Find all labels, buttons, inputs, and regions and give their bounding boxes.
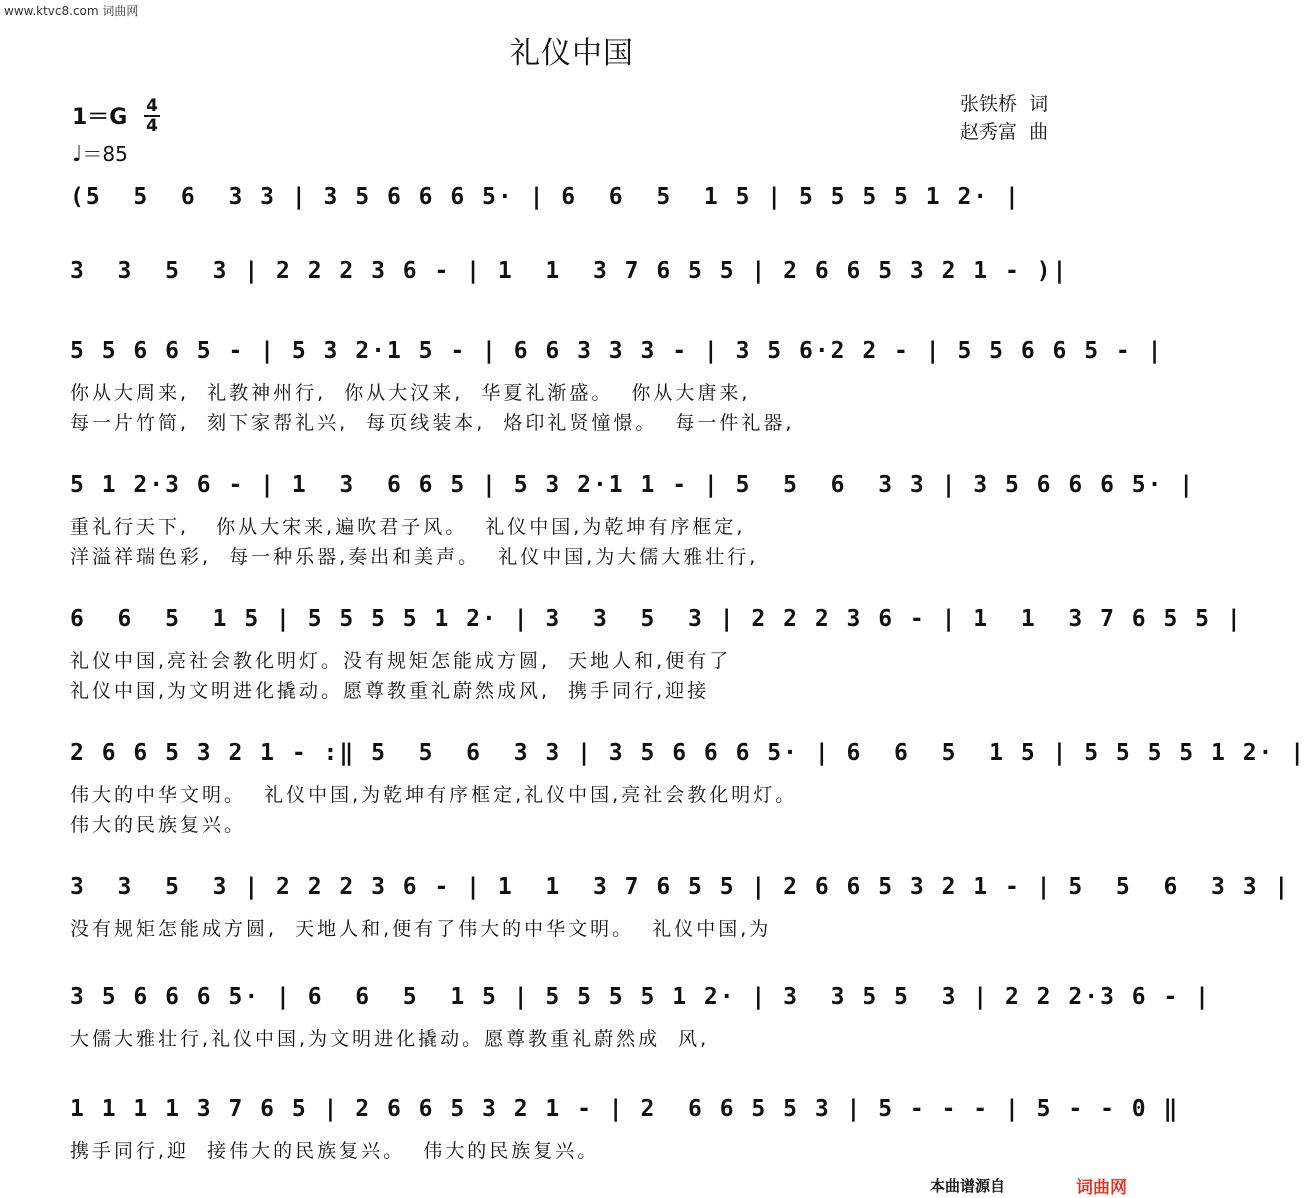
notation-line: 1 1 1 1 3 7 6 5 | 2 6 6 5 3 2 1 - | 2 6 6 5 5 3 | 5 - - - | 5 - - 0 ‖ bbox=[70, 1096, 1180, 1122]
source-note: 本曲谱源自 bbox=[930, 1177, 1006, 1195]
notation-line: 3 3 5 3 | 2 2 2 3 6 - | 1 1 3 7 6 5 5 | 2 6 6 5 3 2 1 - )| bbox=[70, 258, 1069, 284]
lyric-line-1: 携手同行,迎 接伟大的民族复兴。 伟大的民族复兴。 bbox=[70, 1140, 600, 1162]
time-signature-top: 4 bbox=[146, 96, 158, 116]
site-logo-link[interactable]: 词曲网 bbox=[1076, 1178, 1127, 1198]
score-row-3 bbox=[70, 330, 1164, 434]
tempo-marking bbox=[72, 138, 128, 167]
key-signature: 1＝G bbox=[72, 105, 128, 130]
lyric-line-1: 大儒大雅壮行,礼仪中国,为文明进化撬动。愿尊教重礼蔚然成 风, bbox=[70, 1028, 710, 1050]
score-row-4 bbox=[70, 464, 1196, 568]
score-row-2 bbox=[70, 250, 1080, 296]
score-row-6 bbox=[70, 732, 1306, 836]
lyricist-credit: 张铁桥 词 bbox=[960, 93, 1049, 115]
score-row-7 bbox=[70, 866, 1291, 940]
credits bbox=[960, 90, 1048, 146]
notation-line: 3 3 5 3 | 2 2 2 3 6 - | 1 1 3 7 6 5 5 | 2 6 6 5 3 2 1 - | 5 5 6 3 3 | bbox=[70, 874, 1291, 900]
lyric-line-1: 没有规矩怎能成方圆, 天地人和,便有了伟大的中华文明。 礼仪中国,为 bbox=[70, 918, 772, 940]
time-signature bbox=[144, 98, 160, 134]
site-watermark[interactable]: www.ktvc8.com 词曲网 bbox=[4, 4, 139, 18]
lyric-line-2: 洋溢祥瑞色彩, 每一种乐器,奏出和美声。 礼仪中国,为大儒大雅壮行, bbox=[70, 546, 759, 568]
notation-line: 6 6 5 1 5 | 5 5 5 5 1 2· | 3 3 5 3 | 2 2 2 3 6 - | 1 1 3 7 6 5 5 | bbox=[70, 606, 1243, 632]
score-row-9 bbox=[70, 1088, 1180, 1162]
score-row-1 bbox=[70, 176, 1080, 222]
lyric-line-1: 你从大周来, 礼教神州行, 你从大汉来, 华夏礼渐盛。 你从大唐来, bbox=[70, 382, 751, 404]
notation-line: 3 5 6 6 6 5· | 6 6 5 1 5 | 5 5 5 5 1 2· | 3 3 5 5 3 | 2 2 2·3 6 - | bbox=[70, 984, 1211, 1010]
notation-line: 2 6 6 5 3 2 1 - :‖ 5 5 6 3 3 | 3 5 6 6 6 5· | 6 6 5 1 5 | 5 5 5 5 1 2· | bbox=[70, 740, 1306, 766]
quarter-note-icon: ♩ bbox=[72, 142, 83, 167]
score-row-5 bbox=[70, 598, 1243, 702]
lyric-line-2: 礼仪中国,为文明进化撬动。愿尊教重礼蔚然成风, 携手同行,迎接 bbox=[70, 680, 710, 702]
score-row-8 bbox=[70, 976, 1211, 1050]
composer-credit: 赵秀富 曲 bbox=[960, 121, 1049, 143]
lyric-line-1: 重礼行天下, 你从大宋来,遍吹君子风。 礼仪中国,为乾坤有序框定, bbox=[70, 516, 746, 538]
notation-line: 5 5 6 6 5 - | 5 3 2·1 5 - | 6 6 3 3 3 - | 3 5 6·2 2 - | 5 5 6 6 5 - | bbox=[70, 338, 1164, 364]
tempo-value: ＝85 bbox=[82, 142, 128, 166]
notation-line: (5 5 6 3 3 | 3 5 6 6 6 5· | 6 6 5 1 5 | 5 5 5 5 1 2· | bbox=[70, 184, 1021, 210]
time-signature-bottom: 4 bbox=[146, 116, 158, 136]
song-title: 礼仪中国 bbox=[510, 36, 634, 71]
lyric-line-2: 伟大的民族复兴。 bbox=[70, 814, 247, 836]
lyric-line-2: 每一片竹简, 刻下家帮礼兴, 每页线装本, 烙印礼贤憧憬。 每一件礼器, bbox=[70, 412, 795, 434]
lyric-line-1: 礼仪中国,亮社会教化明灯。没有规矩怎能成方圆, 天地人和,便有了 bbox=[70, 650, 732, 672]
lyric-line-1: 伟大的中华文明。 礼仪中国,为乾坤有序框定,礼仪中国,亮社会教化明灯。 bbox=[70, 784, 798, 806]
notation-line: 5 1 2·3 6 - | 1 3 6 6 5 | 5 3 2·1 1 - | 5 5 6 3 3 | 3 5 6 6 6 5· | bbox=[70, 472, 1196, 498]
